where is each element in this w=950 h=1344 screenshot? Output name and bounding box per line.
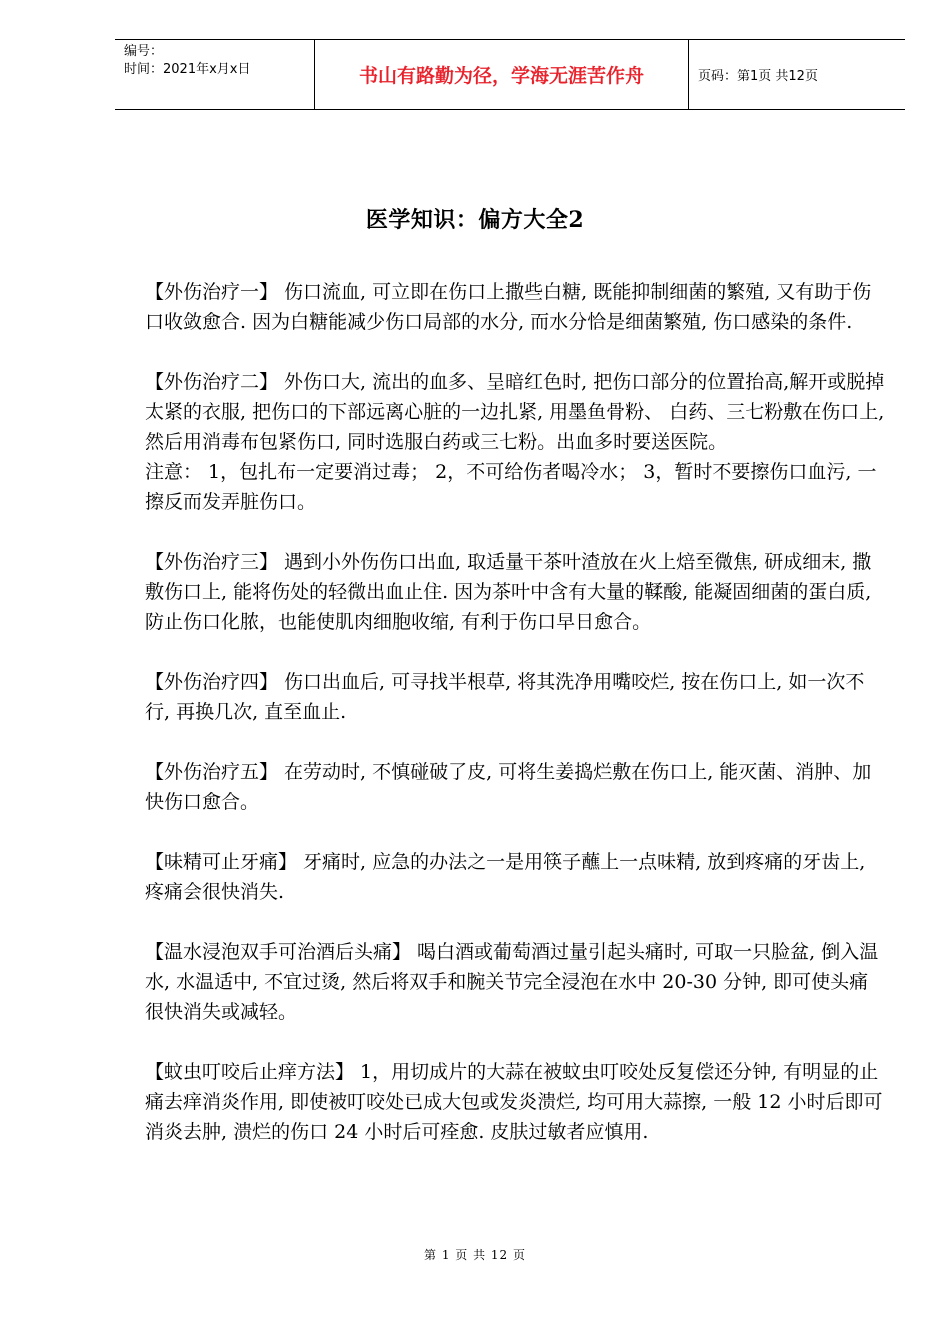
paragraph-hangover-headache: 【温水浸泡双手可治酒后头痛】 喝白酒或葡萄酒过量引起头痛时, 可取一只脸盆, 倒入温水, 水温适中, 不宜过烫, 然后将双手和腕关节完全浸泡在水中 20-30 分钟, 即可使头痛很快消失或减轻。 bbox=[145, 941, 879, 1023]
paragraph-wound-2-note: 注意： 1，包扎布一定要消过毒； 2，不可给伤者喝冷水； 3，暂时不要擦伤口血污, 一擦反而发弄脏伤口。 bbox=[145, 461, 877, 513]
header-table bbox=[115, 39, 905, 110]
page-footer: 第 1 页 共 12 页 bbox=[424, 1248, 526, 1262]
serial-label: 编号： bbox=[124, 44, 164, 59]
page-number-cell bbox=[689, 40, 905, 109]
paragraph-wound-5: 【外伤治疗五】 在劳动时, 不慎碰破了皮, 可将生姜捣烂敷在伤口上, 能灭菌、消肿、加快伤口愈合。 bbox=[145, 761, 872, 813]
paragraph-wound-4: 【外伤治疗四】 伤口出血后, 可寻找半根草, 将其洗净用嘴咬烂, 按在伤口上, 如一次不行, 再换几次, 直至血止. bbox=[145, 671, 865, 723]
motto-text: 书山有路勤为径，学海无涯苦作舟 bbox=[358, 65, 644, 87]
paragraph-wound-3: 【外伤治疗三】 遇到小外伤伤口出血, 取适量干茶叶渣放在火上焙至微焦, 研成细末, 撒敷伤口上, 能将伤处的轻微出血止住. 因为茶叶中含有大量的鞣酸, 能凝固细菌的蛋白质,防止伤口化脓，也能使肌肉细胞收缩, 有利于伤口早日愈合。 bbox=[145, 551, 872, 633]
paragraph-wound-1: 【外伤治疗一】 伤口流血, 可立即在伤口上撒些白糖, 既能抑制细菌的繁殖, 又有助于伤口收敛愈合. 因为白糖能减少伤口局部的水分, 而水分恰是细菌繁殖, 伤口感染的条件. bbox=[145, 281, 872, 333]
paragraph-wound-2: 【外伤治疗二】 外伤口大, 流出的血多、呈暗红色时, 把伤口部分的位置抬高,解开或脱掉太紧的衣服, 把伤口的下部远离心脏的一边扎紧, 用墨鱼骨粉、 白药、三七粉敷在伤口上, 然后用消毒布包紧伤口, 同时选服白药或三七粉。出血多时要送医院。 bbox=[145, 371, 885, 453]
document-title: 医学知识：偏方大全2 bbox=[365, 207, 585, 233]
motto-cell bbox=[315, 40, 689, 109]
paragraph-mosquito-bite: 【蚊虫叮咬后止痒方法】 1，用切成片的大蒜在被蚊虫叮咬处反复偿还分钟, 有明显的止痛去痒消炎作用, 即使被叮咬处已成大包或发炎溃烂, 均可用大蒜擦, 一般 12 小时后即可消炎去肿, 溃烂的伤口 24 小时后可痊愈. 皮肤过敏者应慎用. bbox=[145, 1061, 883, 1143]
header-meta-cell bbox=[115, 40, 315, 109]
page-label: 页码：第1页 共12页 bbox=[698, 69, 818, 84]
paragraph-toothache: 【味精可止牙痛】 牙痛时, 应急的办法之一是用筷子蘸上一点味精, 放到疼痛的牙齿上, 疼痛会很快消失. bbox=[145, 851, 866, 903]
document-body bbox=[145, 277, 885, 1177]
time-label: 时间：2021年x月x日 bbox=[124, 62, 251, 77]
